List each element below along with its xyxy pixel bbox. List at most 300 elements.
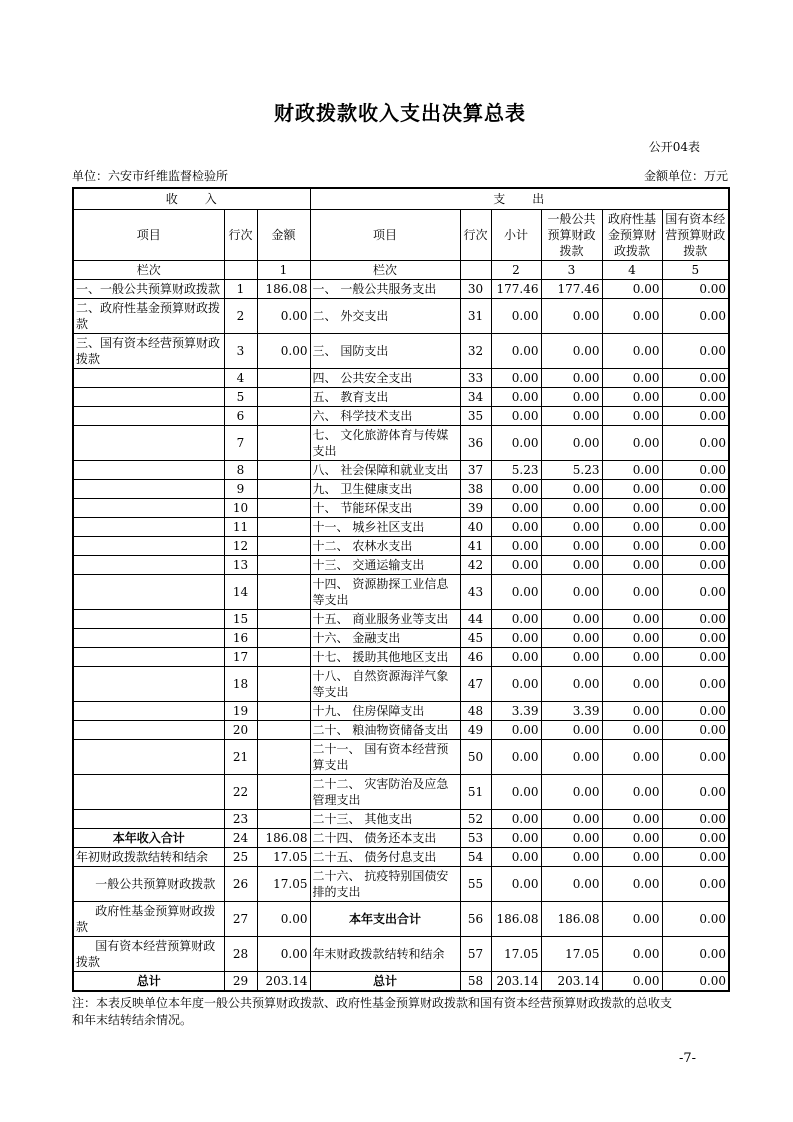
table-row [73, 628, 729, 647]
income-amount-cell: 0.00 [257, 298, 310, 333]
expense-subtotal-cell: 0.00 [491, 628, 541, 647]
income-item-cell [73, 517, 224, 536]
col-header-income-item: 项目 [73, 209, 224, 260]
income-item-cell: 三、国有资本经营预算财政拨款 [73, 333, 224, 368]
lanci-blank-income [224, 260, 257, 279]
expense-state-capital-cell: 0.00 [662, 809, 729, 828]
expense-subtotal-cell: 0.00 [491, 406, 541, 425]
expense-item-cell: 七、 文化旅游体育与传媒支出 [310, 425, 460, 460]
expense-subtotal-cell: 0.00 [491, 647, 541, 666]
expense-subtotal-cell: 0.00 [491, 498, 541, 517]
expense-state-capital-cell: 0.00 [662, 828, 729, 847]
income-amount-cell [257, 425, 310, 460]
expense-subtotal-cell: 203.14 [491, 971, 541, 991]
income-item-cell [73, 666, 224, 701]
expense-general-budget-cell: 0.00 [541, 498, 602, 517]
expense-subtotal-cell: 0.00 [491, 574, 541, 609]
lanci-label-income: 栏次 [73, 260, 224, 279]
income-item-cell: 二、政府性基金预算财政拨款 [73, 298, 224, 333]
expense-general-budget-cell: 177.46 [541, 279, 602, 298]
expense-rownum-cell: 43 [460, 574, 491, 609]
expense-gov-fund-cell: 0.00 [602, 701, 662, 720]
col-index-1: 1 [257, 260, 310, 279]
expense-rownum-cell: 40 [460, 517, 491, 536]
income-rownum-cell: 27 [224, 901, 257, 936]
expense-gov-fund-cell: 0.00 [602, 828, 662, 847]
income-amount-cell [257, 701, 310, 720]
table-row [73, 739, 729, 774]
expense-state-capital-cell: 0.00 [662, 498, 729, 517]
expense-item-cell: 十五、 商业服务业等支出 [310, 609, 460, 628]
expense-gov-fund-cell: 0.00 [602, 774, 662, 809]
table-row [73, 368, 729, 387]
income-rownum-cell: 8 [224, 460, 257, 479]
expense-subtotal-cell: 186.08 [491, 901, 541, 936]
expense-subtotal-cell: 5.23 [491, 460, 541, 479]
expense-general-budget-cell: 0.00 [541, 425, 602, 460]
expense-gov-fund-cell: 0.00 [602, 809, 662, 828]
income-item-cell [73, 387, 224, 406]
expense-subtotal-cell: 0.00 [491, 425, 541, 460]
expense-rownum-cell: 32 [460, 333, 491, 368]
expense-general-budget-cell: 17.05 [541, 936, 602, 971]
income-item-cell: 本年收入合计 [73, 828, 224, 847]
expense-general-budget-cell: 0.00 [541, 368, 602, 387]
table-row [73, 936, 729, 971]
income-amount-cell [257, 720, 310, 739]
income-item-cell [73, 536, 224, 555]
table-row [73, 298, 729, 333]
col-header-general-budget: 一般公共预算财政拨款 [541, 209, 602, 260]
expense-item-cell: 十三、 交通运输支出 [310, 555, 460, 574]
income-rownum-cell: 17 [224, 647, 257, 666]
income-rownum-cell: 12 [224, 536, 257, 555]
income-rownum-cell: 9 [224, 479, 257, 498]
expense-item-cell: 年末财政拨款结转和结余 [310, 936, 460, 971]
table-column-header-row [73, 209, 729, 260]
expense-subtotal-cell: 17.05 [491, 936, 541, 971]
table-row [73, 425, 729, 460]
income-rownum-cell: 6 [224, 406, 257, 425]
income-amount-cell [257, 406, 310, 425]
table-row [73, 555, 729, 574]
table-row [73, 279, 729, 298]
expense-rownum-cell: 39 [460, 498, 491, 517]
expense-subtotal-cell: 0.00 [491, 368, 541, 387]
footnote-line-2: 和年末结转结余情况。 [72, 1012, 193, 1027]
table-row [73, 536, 729, 555]
col-index-5: 5 [662, 260, 729, 279]
expense-item-cell: 二、 外交支出 [310, 298, 460, 333]
income-item-cell [73, 406, 224, 425]
expense-item-cell: 十、 节能环保支出 [310, 498, 460, 517]
expense-rownum-cell: 47 [460, 666, 491, 701]
col-index-4: 4 [602, 260, 662, 279]
expense-state-capital-cell: 0.00 [662, 555, 729, 574]
expense-general-budget-cell: 0.00 [541, 387, 602, 406]
expense-subtotal-cell: 0.00 [491, 828, 541, 847]
income-item-cell [73, 425, 224, 460]
footnote [72, 995, 728, 1029]
expense-item-cell: 八、 社会保障和就业支出 [310, 460, 460, 479]
expense-rownum-cell: 31 [460, 298, 491, 333]
expense-rownum-cell: 51 [460, 774, 491, 809]
expense-item-cell: 十九、 住房保障支出 [310, 701, 460, 720]
expense-subtotal-cell: 0.00 [491, 298, 541, 333]
income-rownum-cell: 5 [224, 387, 257, 406]
expense-section-header: 支 出 [310, 188, 729, 209]
expense-item-cell: 二十五、 债务付息支出 [310, 847, 460, 866]
expense-rownum-cell: 41 [460, 536, 491, 555]
income-item-cell [73, 647, 224, 666]
table-row [73, 720, 729, 739]
expense-state-capital-cell: 0.00 [662, 298, 729, 333]
income-item-cell [73, 739, 224, 774]
expense-general-budget-cell: 0.00 [541, 739, 602, 774]
income-amount-cell: 0.00 [257, 901, 310, 936]
expense-item-cell: 二十一、 国有资本经营预算支出 [310, 739, 460, 774]
income-rownum-cell: 21 [224, 739, 257, 774]
income-amount-cell [257, 739, 310, 774]
table-row [73, 647, 729, 666]
expense-state-capital-cell: 0.00 [662, 774, 729, 809]
expense-gov-fund-cell: 0.00 [602, 847, 662, 866]
income-rownum-cell: 14 [224, 574, 257, 609]
expense-state-capital-cell: 0.00 [662, 847, 729, 866]
expense-gov-fund-cell: 0.00 [602, 574, 662, 609]
col-header-expense-item: 项目 [310, 209, 460, 260]
income-amount-cell [257, 368, 310, 387]
income-rownum-cell: 20 [224, 720, 257, 739]
expense-item-cell: 四、 公共安全支出 [310, 368, 460, 387]
expense-item-cell: 一、 一般公共服务支出 [310, 279, 460, 298]
expense-item-cell: 十六、 金融支出 [310, 628, 460, 647]
income-rownum-cell: 22 [224, 774, 257, 809]
expense-gov-fund-cell: 0.00 [602, 901, 662, 936]
col-index-2: 2 [491, 260, 541, 279]
expense-gov-fund-cell: 0.00 [602, 279, 662, 298]
expense-item-cell: 二十、 粮油物资储备支出 [310, 720, 460, 739]
expense-rownum-cell: 36 [460, 425, 491, 460]
expense-general-budget-cell: 0.00 [541, 809, 602, 828]
expense-state-capital-cell: 0.00 [662, 666, 729, 701]
expense-subtotal-cell: 0.00 [491, 333, 541, 368]
income-rownum-cell: 7 [224, 425, 257, 460]
col-header-income-amount: 金额 [257, 209, 310, 260]
income-amount-cell [257, 774, 310, 809]
expense-item-cell: 五、 教育支出 [310, 387, 460, 406]
income-amount-cell [257, 666, 310, 701]
table-section-header-row [73, 188, 729, 209]
income-item-cell [73, 809, 224, 828]
expense-general-budget-cell: 0.00 [541, 628, 602, 647]
income-item-cell [73, 774, 224, 809]
income-amount-cell [257, 460, 310, 479]
expense-item-cell: 二十六、 抗疫特别国债安排的支出 [310, 866, 460, 901]
expense-gov-fund-cell: 0.00 [602, 866, 662, 901]
expense-general-budget-cell: 0.00 [541, 517, 602, 536]
expense-rownum-cell: 56 [460, 901, 491, 936]
expense-rownum-cell: 57 [460, 936, 491, 971]
income-amount-cell: 0.00 [257, 333, 310, 368]
table-row [73, 479, 729, 498]
expense-gov-fund-cell: 0.00 [602, 936, 662, 971]
expense-state-capital-cell: 0.00 [662, 425, 729, 460]
income-item-cell: 总计 [73, 971, 224, 991]
expense-general-budget-cell: 0.00 [541, 609, 602, 628]
expense-state-capital-cell: 0.00 [662, 901, 729, 936]
income-item-cell [73, 720, 224, 739]
table-row [73, 517, 729, 536]
expense-gov-fund-cell: 0.00 [602, 406, 662, 425]
expense-rownum-cell: 38 [460, 479, 491, 498]
income-item-cell: 政府性基金预算财政拨款 [73, 901, 224, 936]
expense-gov-fund-cell: 0.00 [602, 739, 662, 774]
expense-gov-fund-cell: 0.00 [602, 387, 662, 406]
expense-state-capital-cell: 0.00 [662, 574, 729, 609]
expense-item-cell: 十二、 农林水支出 [310, 536, 460, 555]
income-amount-cell [257, 479, 310, 498]
expense-state-capital-cell: 0.00 [662, 647, 729, 666]
expense-state-capital-cell: 0.00 [662, 720, 729, 739]
income-amount-cell: 17.05 [257, 847, 310, 866]
expense-rownum-cell: 49 [460, 720, 491, 739]
income-rownum-cell: 4 [224, 368, 257, 387]
expense-gov-fund-cell: 0.00 [602, 628, 662, 647]
expense-rownum-cell: 46 [460, 647, 491, 666]
page-title: 财政拨款收入支出决算总表 [274, 101, 526, 125]
expense-subtotal-cell: 0.00 [491, 809, 541, 828]
table-row [73, 809, 729, 828]
table-row [73, 460, 729, 479]
table-row [73, 498, 729, 517]
expense-gov-fund-cell: 0.00 [602, 498, 662, 517]
expense-item-cell: 十四、 资源勘探工业信息等支出 [310, 574, 460, 609]
income-item-cell: 一般公共预算财政拨款 [73, 866, 224, 901]
income-rownum-cell: 19 [224, 701, 257, 720]
income-rownum-cell: 10 [224, 498, 257, 517]
income-amount-cell [257, 647, 310, 666]
income-rownum-cell: 29 [224, 971, 257, 991]
col-header-gov-fund: 政府性基金预算财政拨款 [602, 209, 662, 260]
income-item-cell [73, 574, 224, 609]
expense-rownum-cell: 35 [460, 406, 491, 425]
expense-item-cell: 十七、 援助其他地区支出 [310, 647, 460, 666]
col-header-expense-rownum: 行次 [460, 209, 491, 260]
expense-gov-fund-cell: 0.00 [602, 720, 662, 739]
expense-subtotal-cell: 0.00 [491, 517, 541, 536]
table-row [73, 387, 729, 406]
expense-subtotal-cell: 0.00 [491, 666, 541, 701]
income-item-cell [73, 368, 224, 387]
expense-subtotal-cell: 0.00 [491, 387, 541, 406]
expense-rownum-cell: 34 [460, 387, 491, 406]
expense-state-capital-cell: 0.00 [662, 517, 729, 536]
expense-general-budget-cell: 203.14 [541, 971, 602, 991]
expense-gov-fund-cell: 0.00 [602, 971, 662, 991]
expense-subtotal-cell: 0.00 [491, 479, 541, 498]
income-item-cell [73, 701, 224, 720]
income-rownum-cell: 25 [224, 847, 257, 866]
expense-general-budget-cell: 5.23 [541, 460, 602, 479]
expense-general-budget-cell: 0.00 [541, 574, 602, 609]
col-index-3: 3 [541, 260, 602, 279]
income-amount-cell [257, 536, 310, 555]
expense-gov-fund-cell: 0.00 [602, 333, 662, 368]
lanci-blank-expense [460, 260, 491, 279]
expense-subtotal-cell: 0.00 [491, 866, 541, 901]
expense-general-budget-cell: 0.00 [541, 555, 602, 574]
expense-item-cell: 九、 卫生健康支出 [310, 479, 460, 498]
income-rownum-cell: 13 [224, 555, 257, 574]
expense-rownum-cell: 33 [460, 368, 491, 387]
expense-general-budget-cell: 0.00 [541, 536, 602, 555]
expense-general-budget-cell: 0.00 [541, 828, 602, 847]
expense-item-cell: 十一、 城乡社区支出 [310, 517, 460, 536]
income-rownum-cell: 3 [224, 333, 257, 368]
expense-subtotal-cell: 0.00 [491, 739, 541, 774]
income-amount-cell: 203.14 [257, 971, 310, 991]
expense-gov-fund-cell: 0.00 [602, 425, 662, 460]
expense-general-budget-cell: 3.39 [541, 701, 602, 720]
expense-rownum-cell: 44 [460, 609, 491, 628]
expense-subtotal-cell: 0.00 [491, 720, 541, 739]
expense-rownum-cell: 53 [460, 828, 491, 847]
income-rownum-cell: 1 [224, 279, 257, 298]
income-rownum-cell: 11 [224, 517, 257, 536]
table-row [73, 971, 729, 991]
expense-general-budget-cell: 0.00 [541, 866, 602, 901]
expense-subtotal-cell: 0.00 [491, 609, 541, 628]
expense-item-cell: 三、 国防支出 [310, 333, 460, 368]
document-table [72, 187, 730, 992]
table-row [73, 828, 729, 847]
expense-state-capital-cell: 0.00 [662, 333, 729, 368]
expense-state-capital-cell: 0.00 [662, 368, 729, 387]
income-amount-cell [257, 809, 310, 828]
expense-subtotal-cell: 0.00 [491, 774, 541, 809]
income-rownum-cell: 16 [224, 628, 257, 647]
income-rownum-cell: 23 [224, 809, 257, 828]
income-amount-cell: 17.05 [257, 866, 310, 901]
income-section-header: 收 入 [73, 188, 310, 209]
expense-gov-fund-cell: 0.00 [602, 479, 662, 498]
expense-rownum-cell: 45 [460, 628, 491, 647]
expense-state-capital-cell: 0.00 [662, 739, 729, 774]
expense-general-budget-cell: 0.00 [541, 647, 602, 666]
expense-general-budget-cell: 0.00 [541, 298, 602, 333]
income-item-cell [73, 498, 224, 517]
page-number: -7- [678, 1050, 696, 1066]
income-amount-cell [257, 517, 310, 536]
unit-name-label: 单位：六安市纤维监督检验所 [72, 169, 229, 183]
expense-item-cell: 二十三、 其他支出 [310, 809, 460, 828]
income-amount-cell: 186.08 [257, 279, 310, 298]
expense-gov-fund-cell: 0.00 [602, 368, 662, 387]
expense-gov-fund-cell: 0.00 [602, 609, 662, 628]
table-row [73, 666, 729, 701]
expense-rownum-cell: 30 [460, 279, 491, 298]
income-item-cell [73, 609, 224, 628]
table-row [73, 901, 729, 936]
table-row [73, 701, 729, 720]
expense-general-budget-cell: 0.00 [541, 720, 602, 739]
expense-general-budget-cell: 0.00 [541, 479, 602, 498]
expense-general-budget-cell: 0.00 [541, 847, 602, 866]
income-rownum-cell: 26 [224, 866, 257, 901]
table-row [73, 406, 729, 425]
expense-subtotal-cell: 0.00 [491, 555, 541, 574]
expense-general-budget-cell: 0.00 [541, 774, 602, 809]
expense-subtotal-cell: 0.00 [491, 847, 541, 866]
lanci-label-expense: 栏次 [310, 260, 460, 279]
col-header-state-capital: 国有资本经营预算财政拨款 [662, 209, 729, 260]
table-row [73, 866, 729, 901]
expense-general-budget-cell: 186.08 [541, 901, 602, 936]
expense-general-budget-cell: 0.00 [541, 333, 602, 368]
expense-state-capital-cell: 0.00 [662, 609, 729, 628]
table-row [73, 847, 729, 866]
expense-rownum-cell: 52 [460, 809, 491, 828]
income-item-cell: 年初财政拨款结转和结余 [73, 847, 224, 866]
expense-state-capital-cell: 0.00 [662, 406, 729, 425]
table-row [73, 333, 729, 368]
expense-state-capital-cell: 0.00 [662, 628, 729, 647]
expense-state-capital-cell: 0.00 [662, 866, 729, 901]
income-amount-cell [257, 555, 310, 574]
income-amount-cell [257, 609, 310, 628]
expense-subtotal-cell: 3.39 [491, 701, 541, 720]
table-row [73, 609, 729, 628]
expense-rownum-cell: 58 [460, 971, 491, 991]
income-rownum-cell: 2 [224, 298, 257, 333]
expense-subtotal-cell: 177.46 [491, 279, 541, 298]
table-body [73, 279, 729, 991]
expense-rownum-cell: 42 [460, 555, 491, 574]
income-amount-cell [257, 387, 310, 406]
income-amount-cell [257, 574, 310, 609]
expense-item-cell: 二十二、 灾害防治及应急管理支出 [310, 774, 460, 809]
expense-item-cell: 总计 [310, 971, 460, 991]
income-amount-cell: 0.00 [257, 936, 310, 971]
expense-item-cell: 本年支出合计 [310, 901, 460, 936]
col-header-income-rownum: 行次 [224, 209, 257, 260]
expense-gov-fund-cell: 0.00 [602, 460, 662, 479]
income-item-cell: 一、一般公共预算财政拨款 [73, 279, 224, 298]
col-header-subtotal: 小计 [491, 209, 541, 260]
public-form-label: 公开04表 [648, 140, 700, 154]
income-rownum-cell: 15 [224, 609, 257, 628]
expense-item-cell: 二十四、 债务还本支出 [310, 828, 460, 847]
income-rownum-cell: 24 [224, 828, 257, 847]
expense-state-capital-cell: 0.00 [662, 279, 729, 298]
expense-subtotal-cell: 0.00 [491, 536, 541, 555]
expense-gov-fund-cell: 0.00 [602, 647, 662, 666]
expense-state-capital-cell: 0.00 [662, 460, 729, 479]
expense-item-cell: 六、 科学技术支出 [310, 406, 460, 425]
income-item-cell [73, 555, 224, 574]
income-item-cell [73, 479, 224, 498]
income-amount-cell [257, 498, 310, 517]
unit-info-row [72, 167, 728, 184]
expense-gov-fund-cell: 0.00 [602, 517, 662, 536]
expense-gov-fund-cell: 0.00 [602, 555, 662, 574]
footnote-line-1: 注：本表反映单位本年度一般公共预算财政拨款、政府性基金预算财政拨款和国有资本经营预算财政拨款的总收支 [72, 995, 673, 1010]
expense-gov-fund-cell: 0.00 [602, 298, 662, 333]
expense-state-capital-cell: 0.00 [662, 701, 729, 720]
income-rownum-cell: 28 [224, 936, 257, 971]
income-amount-cell: 186.08 [257, 828, 310, 847]
